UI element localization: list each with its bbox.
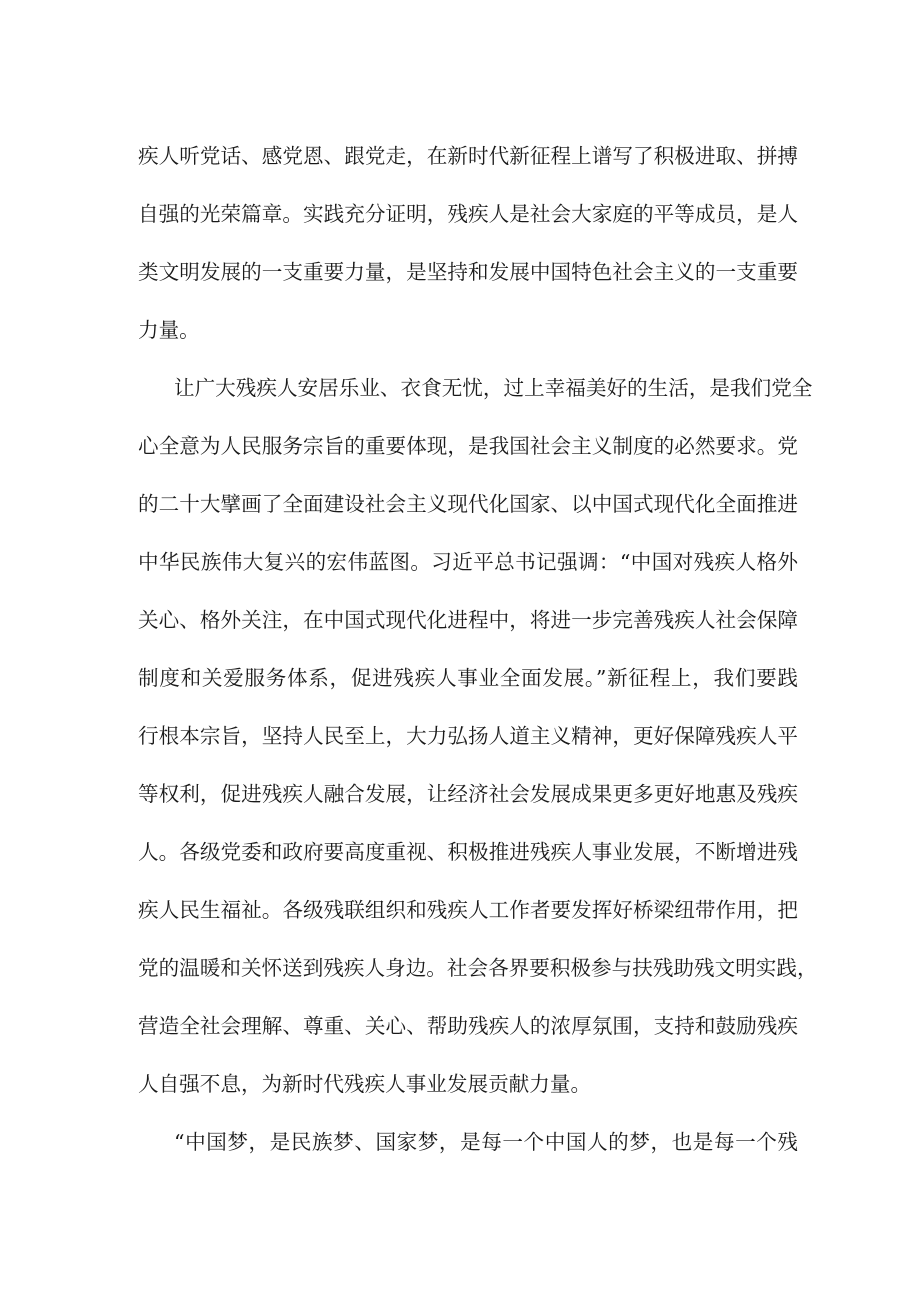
text-line: 人自强不息，为新时代残疾人事业发展贡献力量。 xyxy=(138,1072,592,1096)
text-line: 制度和关爱服务体系，促进残疾人事业全面发展。”新征程上，我们要践 xyxy=(138,666,798,690)
text-line: 行根本宗旨，坚持人民至上，大力弘扬人道主义精神，更好保障残疾人平 xyxy=(138,724,798,748)
text-line: 让广大残疾人安居乐业、衣食无忧，过上幸福美好的生活，是我们党全 xyxy=(174,376,813,400)
text-line: 类文明发展的一支重要力量，是坚持和发展中国特色社会主义的一支重要 xyxy=(138,260,798,284)
text-line: 党的温暖和关怀送到残疾人身边。社会各界要积极参与扶残助残文明实践， xyxy=(138,956,818,980)
text-line: 人。各级党委和政府要高度重视、积极推进残疾人事业发展，不断增进残 xyxy=(138,840,798,864)
text-line: 疾人民生福祉。各级残联组织和残疾人工作者要发挥好桥梁纽带作用，把 xyxy=(138,898,798,922)
text-line: 力量。 xyxy=(138,318,200,342)
text-line: 关心、格外关注，在中国式现代化进程中，将进一步完善残疾人社会保障 xyxy=(138,608,798,632)
text-line: 的二十大擘画了全面建设社会主义现代化国家、以中国式现代化全面推进 xyxy=(138,492,798,516)
text-line: 自强的光荣篇章。实践充分证明，残疾人是社会大家庭的平等成员，是人 xyxy=(138,202,798,226)
text-line: 疾人听党话、感党恩、跟党走，在新时代新征程上谱写了积极进取、拼搏 xyxy=(138,144,798,168)
text-line: “中国梦，是民族梦、国家梦，是每一个中国人的梦，也是每一个残 xyxy=(174,1130,798,1154)
text-line: 营造全社会理解、尊重、关心、帮助残疾人的浓厚氛围，支持和鼓励残疾 xyxy=(138,1014,798,1038)
text-line: 中华民族伟大复兴的宏伟蓝图。习近平总书记强调：“中国对残疾人格外 xyxy=(138,550,798,574)
text-line: 等权利，促进残疾人融合发展，让经济社会发展成果更多更好地惠及残疾 xyxy=(138,782,798,806)
text-line: 心全意为人民服务宗旨的重要体现，是我国社会主义制度的必然要求。党 xyxy=(138,434,798,458)
